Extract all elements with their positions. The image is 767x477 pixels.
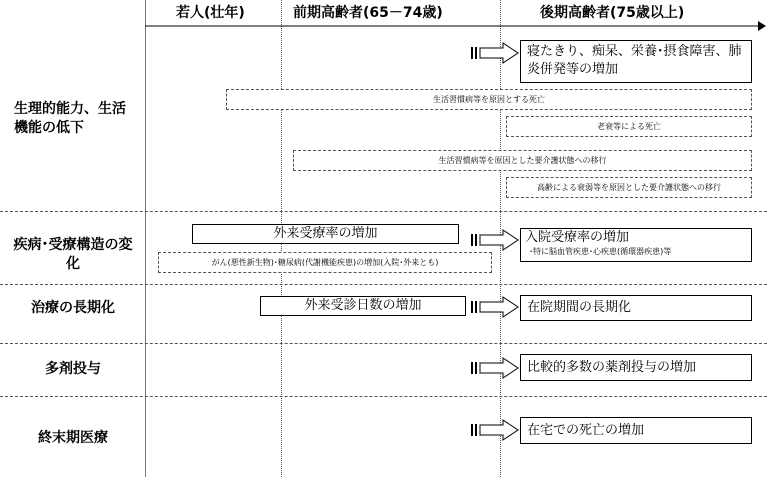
box-drugs: 比較的多数の薬剤投与の増加: [520, 354, 752, 381]
header-young: 若人(壮年): [176, 5, 245, 21]
row-separator: [0, 284, 767, 285]
transition-arrow-icon: [471, 229, 519, 251]
box-lifestyle-death: 生活習慣病等を原因とする死亡: [226, 89, 752, 110]
row-separator: [0, 343, 767, 344]
header-early-elderly: 前期高齢者(65－74歳): [293, 5, 443, 21]
column-divider: [145, 0, 146, 477]
row-label-treatment: 治療の長期化: [31, 300, 115, 316]
row-separator: [0, 396, 767, 397]
inpatient-rate-label: 入院受療率の増加: [525, 230, 630, 245]
row-label-physiology: 生理的能力、生活機能の低下: [14, 101, 126, 136]
transition-arrow-icon: [471, 42, 519, 64]
row-label-terminal: 終末期医療: [38, 430, 108, 446]
box-aging-death: 老衰等による死亡: [506, 116, 752, 137]
box-home-death: 在宅での死亡の増加: [520, 417, 752, 444]
row-label-polypharmacy: 多剤投与: [45, 361, 101, 377]
row-label-disease: 疾病･受療構造の変化: [13, 237, 133, 272]
timeline-axis: [0, 19, 767, 33]
header-late-elderly: 後期高齢者(75歳以上): [540, 5, 685, 21]
box-outpatient-days: 外来受診日数の増加: [260, 296, 466, 316]
box-hospital-stay: 在院期間の長期化: [520, 295, 752, 321]
box-frailty-care: 高齢による衰弱等を原因とした要介護状態への移行: [506, 177, 752, 198]
box-lifestyle-care: 生活習慣病等を原因とした要介護状態への移行: [293, 150, 752, 171]
box-bedridden-increase: 寝たきり、痴呆、栄養･摂食障害、肺炎併発等の増加: [520, 40, 752, 83]
row-separator: [0, 211, 767, 212]
box-inpatient-rate: [520, 228, 752, 262]
transition-arrow-icon: [471, 357, 519, 379]
transition-arrow-icon: [471, 419, 519, 441]
transition-arrow-icon: [471, 296, 519, 318]
box-cancer-diabetes: がん(悪性新生物)･糖尿病(代謝機能疾患)の増加(入院･外来とも): [158, 252, 492, 273]
box-outpatient-rate: 外来受療率の増加: [192, 224, 459, 244]
inpatient-rate-detail: ･特に脳血管疾患･心疾患(循環器疾患)等: [529, 247, 672, 256]
